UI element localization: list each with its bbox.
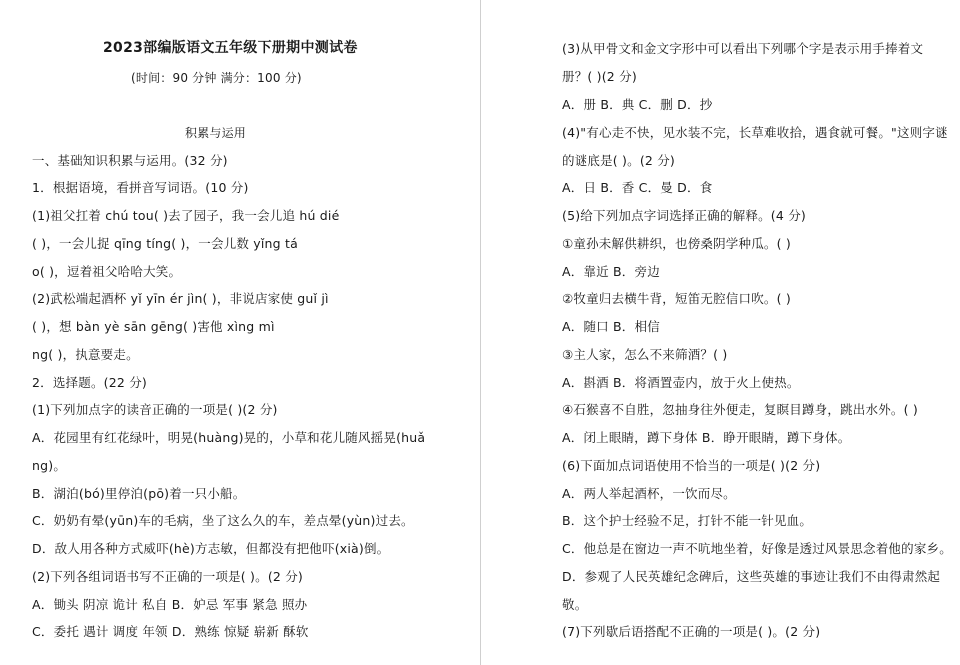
- exam-title: 2023部编版语文五年级下册期中测试卷: [103, 40, 358, 56]
- right-line: A．两人举起酒杯，一饮而尽。: [562, 486, 736, 501]
- left-line: C．委托 遇计 调度 年领 D．熟练 惊疑 崭新 酥软: [32, 624, 309, 639]
- exam-info: (时间：90 分钟 满分：100 分): [131, 71, 302, 85]
- left-line: ng( )，执意要走。: [32, 347, 139, 362]
- right-line: 敬。: [562, 597, 588, 612]
- right-page-column: [481, 0, 960, 665]
- right-line: ③主人家，怎么不来筛酒？( ): [562, 347, 728, 362]
- right-line: ①童孙未解供耕织，也傍桑阴学种瓜。( ): [562, 236, 791, 251]
- right-line: A．斟酒 B．将酒置壶内，放于火上使热。: [562, 375, 800, 390]
- left-line: (1)祖父扛着 chú tou( )去了园子，我一会儿追 hú dié: [32, 208, 340, 223]
- right-line: ②牧童归去横牛背，短笛无腔信口吹。( ): [562, 291, 791, 306]
- left-line: D．敌人用各种方式威吓(hè)方志敏，但都没有把他吓(xià)倒。: [32, 541, 390, 556]
- left-line: A．花园里有红花绿叶，明晃(huàng)晃的，小草和花儿随风摇晃(huǎ: [32, 430, 426, 445]
- right-line: A．册 B．典 C．删 D．抄: [562, 97, 713, 112]
- right-line: A．靠近 B．旁边: [562, 264, 660, 279]
- right-line: B．这个护士经验不足，打针不能一针见血。: [562, 513, 813, 528]
- left-line: (1)下列加点字的读音正确的一项是( )(2 分): [32, 402, 278, 417]
- left-line: (2)武松端起酒杯 yǐ yīn ér jìn( )，非说店家使 guǐ jì: [32, 291, 329, 306]
- right-line: (4)"有心走不快，见水装不完，长草难收拾，遇食就可餐。"这则字谜: [562, 125, 948, 140]
- right-line: D．参观了人民英雄纪念碑后，这些英雄的事迹让我们不由得肃然起: [562, 569, 941, 584]
- left-line: 一、基础知识积累与运用。(32 分): [32, 153, 228, 168]
- right-line: 的谜底是( )。(2 分): [562, 153, 676, 168]
- right-line: 册？( )(2 分): [562, 69, 637, 84]
- right-line: A．日 B．香 C．曼 D．食: [562, 180, 713, 195]
- left-line: A．锄头 阴凉 诡计 私自 B．妒忌 军事 紧急 照办: [32, 597, 308, 612]
- left-line: (2)下列各组词语书写不正确的一项是( )。(2 分): [32, 569, 304, 584]
- left-line: o( )，逗着祖父哈哈大笑。: [32, 264, 182, 279]
- right-line: A．闭上眼睛，蹲下身体 B．睁开眼睛，蹲下身体。: [562, 430, 851, 445]
- left-line: C．奶奶有晕(yūn)车的毛病，坐了这么久的车，差点晕(yùn)过去。: [32, 513, 414, 528]
- right-line: (3)从甲骨文和金文字形中可以看出下列哪个字是表示用手捧着文: [562, 41, 924, 56]
- right-line: (7)下列歇后语搭配不正确的一项是( )。(2 分): [562, 624, 821, 639]
- left-line: 1．根据语境，看拼音写词语。(10 分): [32, 180, 249, 195]
- left-line: ng)。: [32, 458, 67, 473]
- left-line: 2．选择题。(22 分): [32, 375, 147, 390]
- left-line: ( )，想 bàn yè sān gēng( )害他 xìng mì: [32, 319, 275, 334]
- right-line: A．随口 B．相信: [562, 319, 660, 334]
- right-line: (5)给下列加点字词选择正确的解释。(4 分): [562, 208, 806, 223]
- right-line: C．他总是在窗边一声不吭地坐着，好像是透过风景思念着他的家乡。: [562, 541, 952, 556]
- right-line: (6)下面加点词语使用不恰当的一项是( )(2 分): [562, 458, 821, 473]
- section-heading: 积累与运用: [185, 126, 247, 140]
- right-line: ④石猴喜不自胜，忽抽身往外便走，复瞑目蹲身，跳出水外。( ): [562, 402, 918, 417]
- left-line: ( )，一会儿捉 qīng tíng( )，一会儿数 yǐng tá: [32, 236, 298, 251]
- left-line: B．湖泊(bó)里停泊(pō)着一只小船。: [32, 486, 246, 501]
